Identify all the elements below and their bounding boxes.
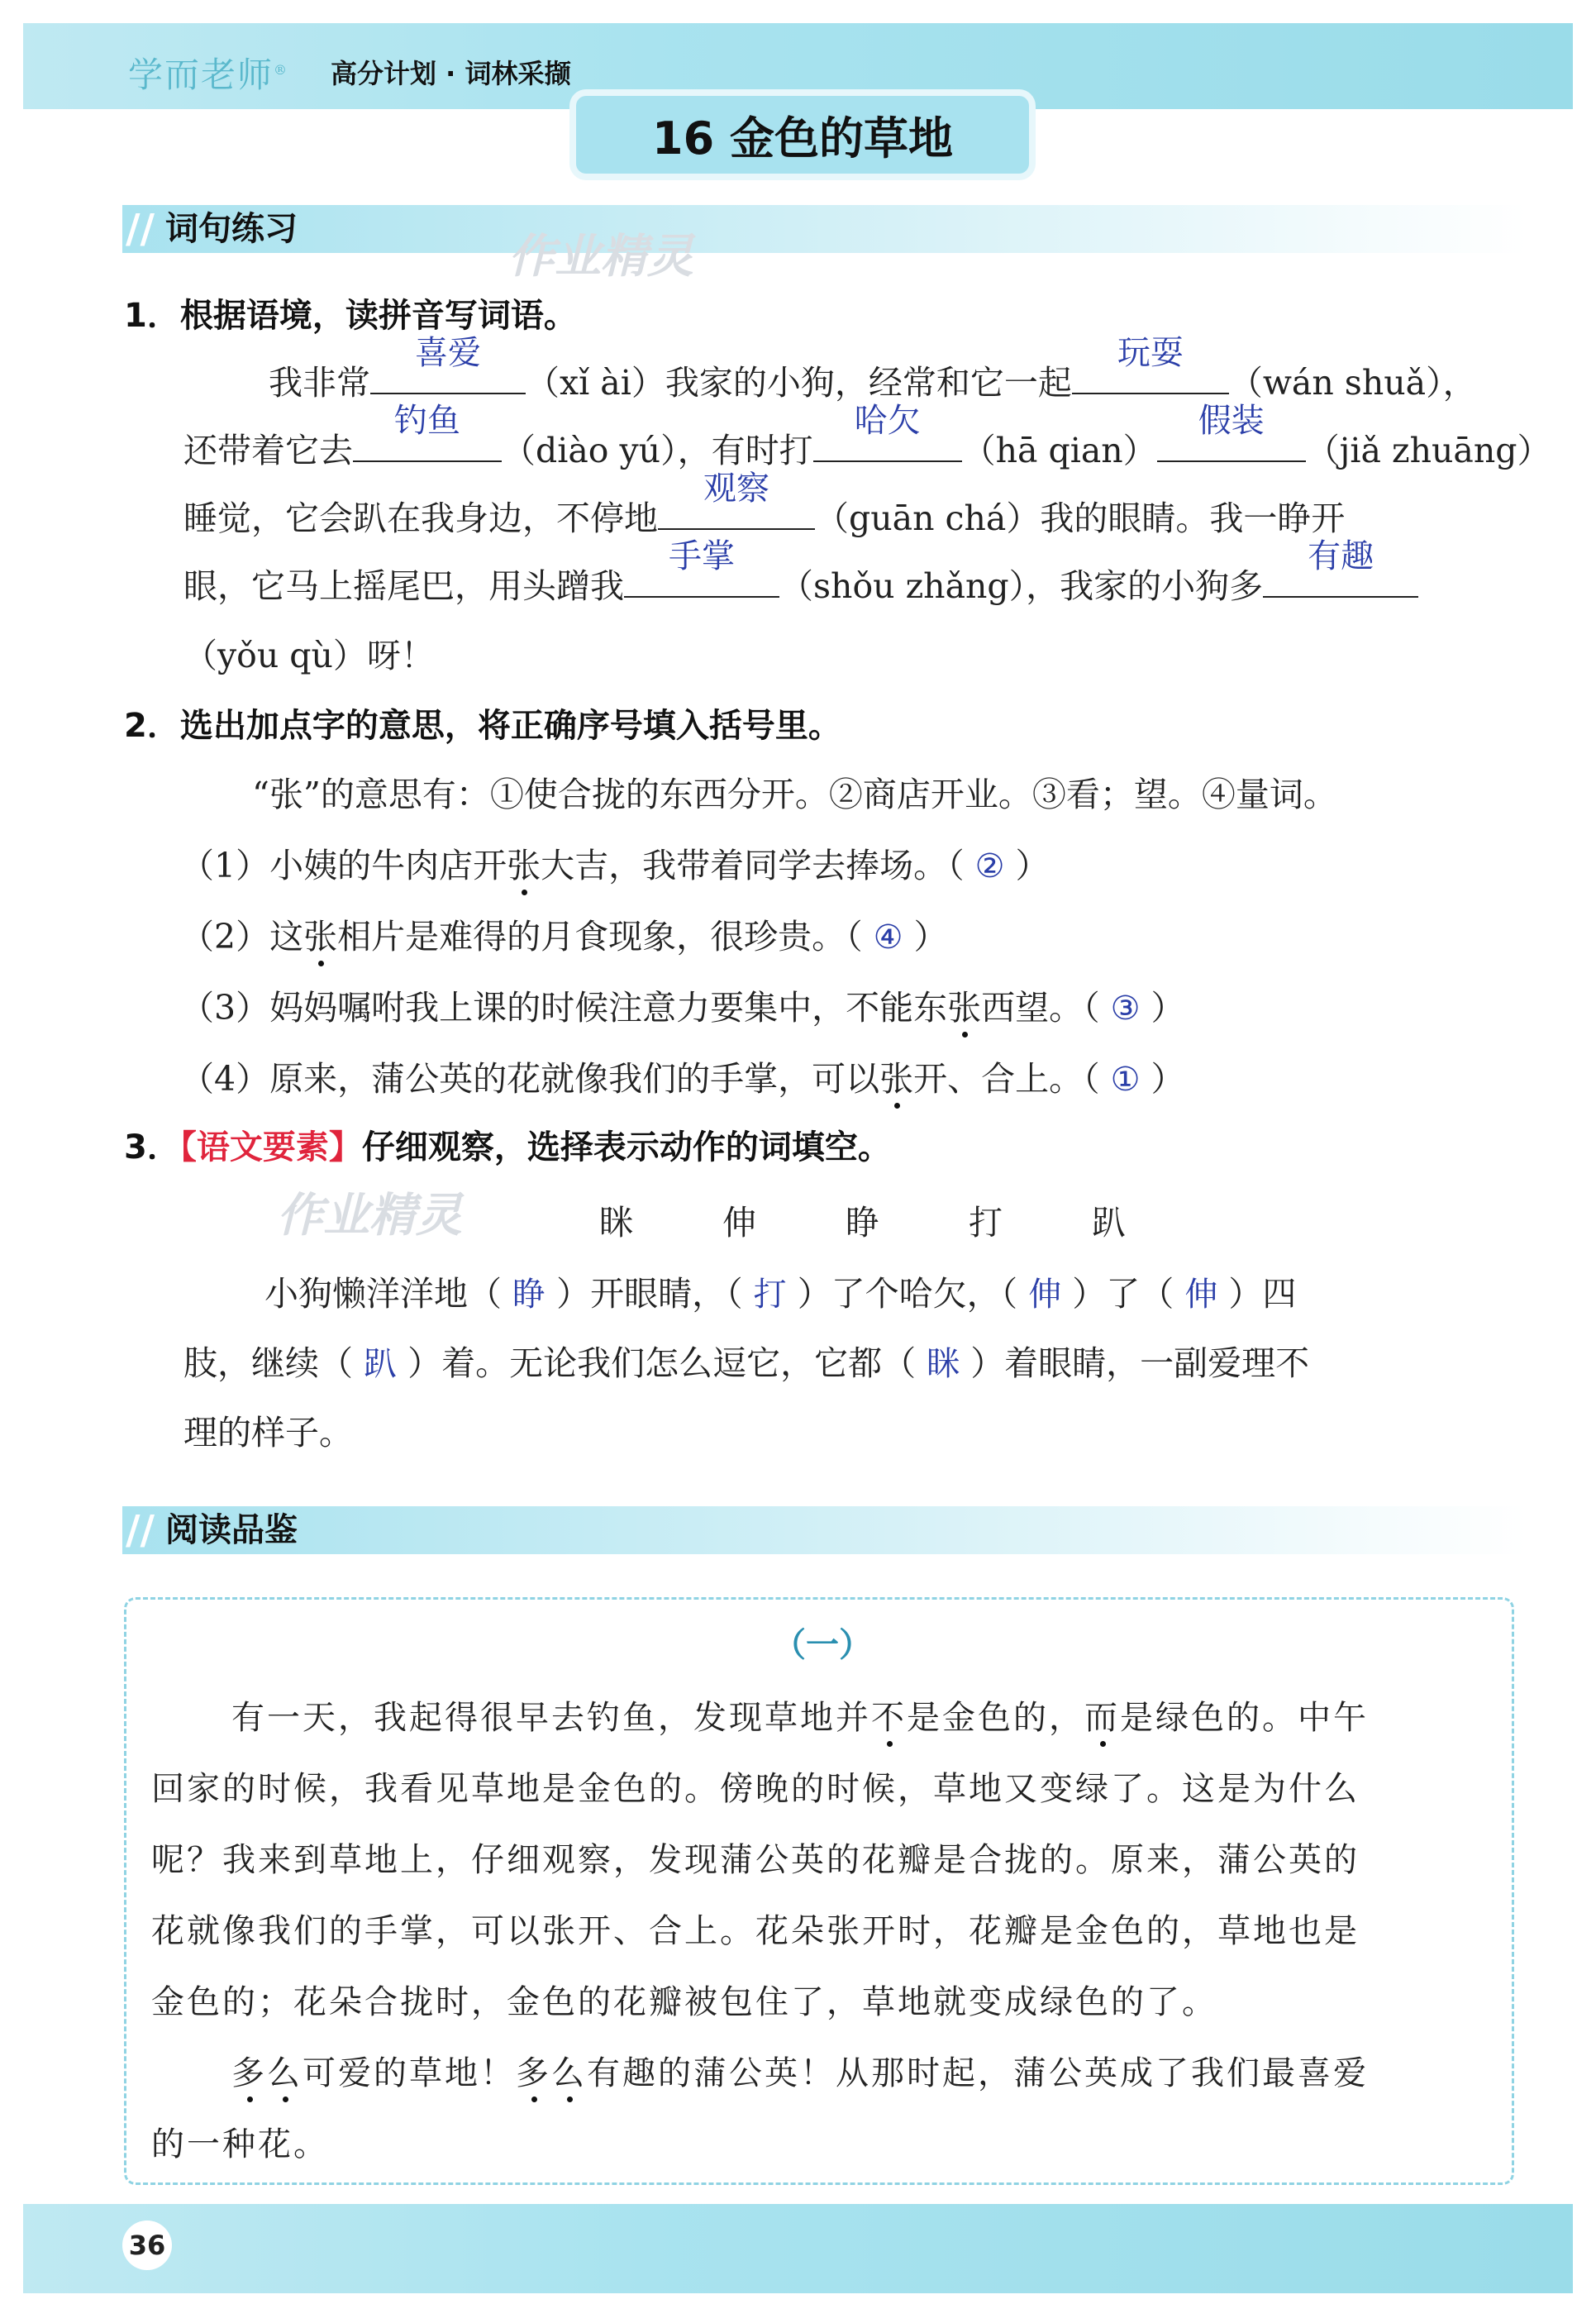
answer-word[interactable]: 伸	[1184, 1276, 1218, 1314]
answer-blank[interactable]: 观察	[658, 494, 815, 530]
tag-chinese-element: 【语文要素】	[179, 1128, 362, 1166]
question-3-prompt: 3．【语文要素】仔细观察，选择表示动作的词填空。	[124, 1128, 891, 1166]
q1-line-5: （yǒu qù）呀！	[183, 636, 435, 675]
question-1-prompt: 1．根据语境，读拼音写词语。	[124, 297, 577, 335]
answer-word[interactable]: 趴	[364, 1345, 398, 1383]
answer-blank[interactable]: 假装	[1157, 426, 1306, 462]
dotted-char: 多	[516, 2054, 551, 2092]
section-bar-exercises	[122, 205, 1527, 253]
q1-line-2: 还带着它去 钓鱼 （diào yú），有时打 哈欠 （hā qian） 假装 （jiǎ zhuāng）	[183, 402, 1551, 470]
passage-line: 多么可爱的草地！多么有趣的蒲公英！从那时起，蒲公英成了我们最喜爱	[231, 2054, 1369, 2092]
q1-line-4: 眼，它马上摇尾巴，用头蹭我 手掌 （shǒu zhǎng），我家的小狗多 有趣	[183, 559, 1418, 608]
reading-passage-box	[124, 1597, 1514, 2185]
section-label-exercises: 词句练习	[165, 210, 298, 248]
question-2-prompt: 2．选出加点字的意思，将正确序号填入括号里。	[124, 707, 841, 745]
q3-line-3: 理的样子。	[183, 1413, 353, 1453]
watermark: 作业精灵	[277, 1189, 462, 1243]
answer-blank[interactable]: 玩耍	[1072, 358, 1229, 394]
option-word: 趴	[1092, 1203, 1126, 1243]
q3-line-2: 肢，继续（ 趴 ）着。无论我们怎么逗它，它都（ 眯 ）着眼睛，一副爱理不	[183, 1343, 1310, 1383]
section-stripes-icon: //	[126, 1507, 155, 1553]
answer-word[interactable]: 睁	[512, 1276, 546, 1314]
passage-line: 花就像我们的手掌，可以张开、合上。花朵张开时，花瓣是金色的，草地也是	[151, 1912, 1360, 1950]
dotted-char: 不	[871, 1699, 907, 1737]
q1-line-1: 我非常 喜爱 （xǐ ài）我家的小狗，经常和它一起 玩耍 （wán shuǎ），	[269, 334, 1477, 403]
answer-mark[interactable]: ④	[873, 918, 903, 956]
lesson-title: 16 金色的草地	[576, 96, 1029, 174]
dotted-char: 张	[303, 917, 338, 956]
answer-mark[interactable]: ②	[974, 847, 1005, 885]
footer-band	[23, 2204, 1573, 2293]
option-word: 伸	[722, 1203, 756, 1243]
answer-word[interactable]: 伸	[1028, 1276, 1062, 1314]
answer-word[interactable]: 眯	[927, 1345, 960, 1383]
passage-line: 有一天，我起得很早去钓鱼，发现草地并不是金色的，而是绿色的。中午	[231, 1699, 1369, 1737]
dotted-char: 多	[231, 2054, 267, 2092]
answer-blank[interactable]: 钓鱼	[353, 426, 502, 462]
passage-part-label: （一）	[773, 1626, 872, 1664]
dotted-char: 张	[947, 988, 982, 1028]
q2-item-2: （2）这张相片是难得的月食现象，很珍贵。（ ④ ）	[180, 917, 948, 956]
answer-blank[interactable]: 哈欠	[813, 426, 962, 462]
answer-mark[interactable]: ①	[1110, 1061, 1141, 1099]
q2-item-4: （4）原来，蒲公英的花就像我们的手掌，可以张开、合上。（ ① ）	[180, 1059, 1185, 1099]
option-word: 打	[969, 1203, 1003, 1243]
dotted-char: 么	[267, 2054, 303, 2092]
watermark: 作业精灵	[508, 230, 693, 284]
series-title: 高分计划 · 词林采撷	[331, 58, 571, 89]
q1-line-3: 睡觉，它会趴在我身边，不停地 观察 （guān chá）我的眼睛。我一睁开	[183, 470, 1346, 538]
q2-item-1: （1）小姨的牛肉店开张大吉，我带着同学去捧场。（ ② ）	[180, 846, 1050, 885]
dotted-char: 而	[1084, 1699, 1120, 1737]
answer-word[interactable]: 打	[753, 1276, 787, 1314]
dotted-char: 张	[879, 1059, 914, 1099]
passage-line: 的一种花。	[151, 2125, 329, 2163]
dotted-char: 张	[507, 846, 541, 885]
q3-line-1: 小狗懒洋洋地（ 睁 ）开眼睛，（ 打 ）了个哈欠，（ 伸 ）了（ 伸 ）四	[264, 1274, 1297, 1314]
section-label-reading: 阅读品鉴	[165, 1511, 298, 1549]
passage-line: 回家的时候，我看见草地是金色的。傍晚的时候，草地又变绿了。这是为什么	[151, 1770, 1360, 1808]
answer-mark[interactable]: ③	[1110, 990, 1141, 1028]
answer-blank[interactable]: 喜爱	[370, 358, 526, 394]
brand-logo: 学而老师®	[128, 55, 289, 95]
q2-meanings: “张”的意思有：①使合拢的东西分开。②商店开业。③看；望。④量词。	[252, 775, 1337, 814]
q3-options	[599, 1195, 1126, 1244]
section-bar-reading	[122, 1506, 1527, 1554]
dotted-char: 么	[551, 2054, 587, 2092]
option-word: 眯	[599, 1203, 633, 1243]
answer-blank[interactable]: 有趣	[1263, 561, 1418, 598]
passage-line: 金色的；花朵合拢时，金色的花瓣被包住了，草地就变成绿色的了。	[151, 1983, 1217, 2021]
q2-item-3: （3）妈妈嘱咐我上课的时候注意力要集中，不能东张西望。（ ③ ）	[180, 988, 1185, 1028]
page-number: 36	[122, 2221, 172, 2270]
section-stripes-icon: //	[126, 206, 155, 252]
option-word: 睁	[846, 1203, 879, 1243]
passage-line: 呢？我来到草地上，仔细观察，发现蒲公英的花瓣是合拢的。原来，蒲公英的	[151, 1841, 1360, 1879]
answer-blank[interactable]: 手掌	[624, 561, 779, 598]
